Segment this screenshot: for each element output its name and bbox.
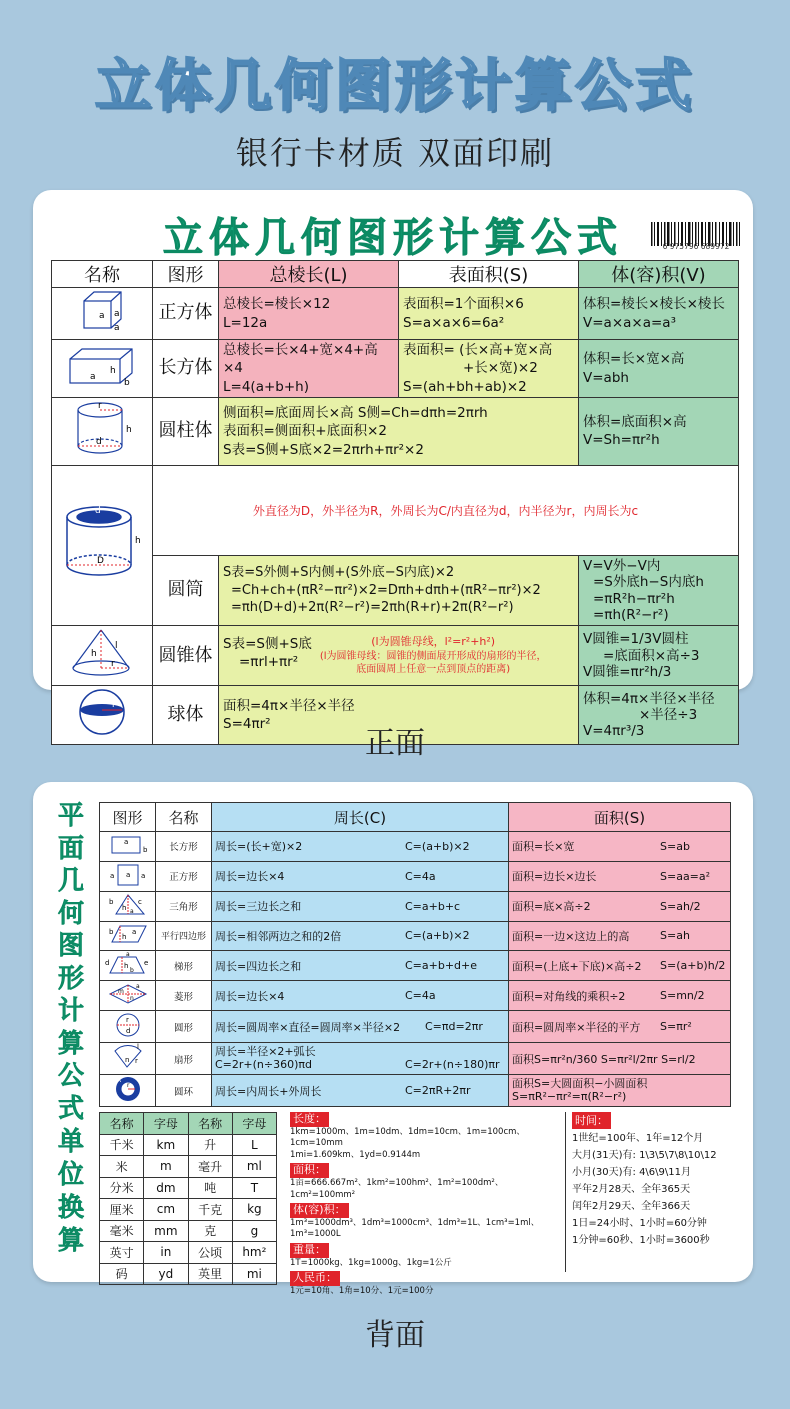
unit-cell: m [144, 1156, 188, 1178]
unit-cell: kg [232, 1199, 276, 1221]
rectangle-figure [100, 832, 156, 862]
unit-cell: ml [232, 1156, 276, 1178]
svg-text:a: a [114, 309, 120, 319]
unit-cell: 码 [100, 1263, 144, 1285]
plane-formula-table [99, 802, 731, 1107]
row-annulus [100, 1075, 731, 1107]
unit-cell: 千米 [100, 1134, 144, 1156]
units-head-letter1: 字母 [144, 1113, 188, 1135]
rectangle-perimeter: 周长=(长+宽)×2 C=(a+b)×2 [212, 832, 509, 862]
row-cone [52, 626, 739, 686]
svg-text:a: a [109, 871, 114, 880]
unit-cell: 米 [100, 1156, 144, 1178]
units-row [100, 1242, 277, 1264]
row-rectangle [100, 832, 731, 862]
rmb-text: 1元=10角、1角=10分、1元=100分 [290, 1285, 434, 1296]
svg-text:d: d [95, 505, 101, 516]
back-col-shape: 图形 [100, 803, 156, 832]
row-triangle [100, 891, 731, 921]
svg-text:r: r [126, 1082, 129, 1089]
cube-icon [72, 288, 132, 334]
solid-formula-table [51, 260, 739, 745]
square-icon [106, 862, 150, 888]
unit-cell: 毫升 [188, 1156, 232, 1178]
main-title: 立体几何图形计算公式 [95, 54, 695, 119]
unit-cell: hm² [232, 1242, 276, 1264]
volume-text: 1m³=1000dm³、1dm³=1000cm³、1dm³=1L、1cm³=1ml、 [290, 1217, 540, 1228]
svg-text:a: a [140, 871, 145, 880]
unit-cell: 公顷 [188, 1242, 232, 1264]
weight-tag: 重量： [290, 1243, 329, 1258]
sector-perimeter: 周长=半径×2+弧长 C=2r+(n÷360)πd C=2r+(n÷180)πr [212, 1043, 509, 1075]
row-cube [52, 288, 739, 340]
volume-tag: 体(容)积： [290, 1203, 349, 1218]
cone-area: S表=S侧+S底 =πrl+πr² (l为圆锥母线，l²=r²+h²) (l为圆锥母线：圆锥的侧面展开形成的扇形的半径， 底面圆周上任意一点到顶点的距离) [219, 626, 579, 686]
sphere-area: 面积=4π×半径×半径 S=4πr² [219, 686, 579, 744]
svg-text:a: a [129, 907, 134, 915]
svg-text:b: b [108, 928, 113, 937]
back-header-row [100, 803, 731, 832]
svg-text:l: l [115, 641, 118, 652]
front-label: 正面 [365, 726, 425, 761]
units-head-letter2: 字母 [232, 1113, 276, 1135]
svg-text:a: a [90, 371, 96, 382]
trapezoid-icon [104, 951, 152, 977]
cuboid-icon [66, 343, 138, 389]
length-text: 1km=1000m、1m=10dm、1dm=10cm、1m=100cm、1cm=10mm [290, 1126, 525, 1149]
rhombus-name: 菱形 [156, 981, 212, 1011]
row-rhombus [100, 981, 731, 1011]
back-col-area: 面积(S) [509, 803, 731, 832]
sphere-volume: 体积=4π×半径×半径 ×半径÷3 V=4πr³/3 [579, 686, 739, 744]
conversion-block [290, 1110, 560, 1297]
front-card-title: 立体几何图形计算公式 [163, 215, 623, 261]
svg-text:h: h [121, 933, 126, 942]
cylinder-icon [70, 398, 134, 460]
svg-text:m: m [117, 988, 124, 995]
rectangle-area: 面积=长×宽 S=ab [509, 832, 731, 862]
row-square [100, 861, 731, 891]
time-line: 平年2月28天、全年365天 [572, 1184, 691, 1195]
circle-figure [100, 1011, 156, 1043]
area-tag: 面积： [290, 1163, 329, 1178]
cone-icon [67, 626, 137, 680]
unit-cell: mi [232, 1263, 276, 1285]
sector-area: 面积S=πr²n/360 S=πr²l/2πr S=rl/2 [509, 1043, 731, 1075]
subtitle: 银行卡材质 双面印刷 [235, 134, 555, 172]
svg-text:a: a [123, 837, 128, 846]
square-perimeter: 周长=边长×4 C=4a [212, 861, 509, 891]
svg-text:d: d [104, 959, 109, 967]
unit-cell: 分米 [100, 1177, 144, 1199]
annulus-area: 面积S=大圆面积−小圆面积 S=πR²−πr²=π(R²−r²) [509, 1075, 731, 1107]
svg-text:d: d [96, 436, 102, 447]
time-line: 1日=24小时、1小时=60分钟 [572, 1218, 707, 1229]
cube-figure [52, 288, 153, 340]
row-sector [100, 1043, 731, 1075]
triangle-figure [100, 891, 156, 921]
time-block [572, 1110, 742, 1249]
parallelogram-figure [100, 921, 156, 951]
tube-figure [52, 466, 153, 626]
unit-cell: 毫米 [100, 1220, 144, 1242]
units-table [99, 1112, 277, 1285]
svg-text:n: n [129, 995, 134, 1002]
cube-area: 表面积=1个面积×6 S=a×a×6=6a² [399, 288, 579, 340]
parallelogram-name: 平行四边形 [156, 921, 212, 951]
barcode-number: 6 975796 689972 [662, 242, 730, 251]
row-tube [52, 466, 739, 556]
svg-text:r: r [111, 659, 115, 670]
circle-name: 圆形 [156, 1011, 212, 1043]
svg-text:b: b [142, 845, 147, 854]
time-line: 1分钟=60秒、1小时=3600秒 [572, 1235, 710, 1246]
tube-note: 外直径为D，外半径为R，外周长为C/内直径为d，内半径为r，内周长为c [153, 466, 739, 556]
annulus-figure [100, 1075, 156, 1107]
row-cuboid [52, 340, 739, 398]
svg-text:r: r [98, 400, 102, 411]
circle-icon [113, 1011, 143, 1039]
sector-name: 扇形 [156, 1043, 212, 1075]
svg-text:b: b [129, 967, 134, 974]
svg-text:a: a [114, 323, 120, 333]
svg-text:l: l [136, 1043, 139, 1051]
parallelogram-perimeter: 周长=相邻两边之和的2倍 C=(a+b)×2 [212, 921, 509, 951]
cylinder-volume: 体积=底面积×高 V=Sh=πr²h [579, 397, 739, 465]
row-parallelogram [100, 921, 731, 951]
unit-cell: 升 [188, 1134, 232, 1156]
svg-text:c: c [137, 897, 142, 906]
cylinder-figure [52, 397, 153, 465]
cuboid-figure [52, 340, 153, 398]
units-row [100, 1134, 277, 1156]
col-name: 名称 [52, 261, 153, 288]
cube-name: 正方体 [153, 288, 219, 340]
cone-name: 圆锥体 [153, 626, 219, 686]
unit-cell: 英寸 [100, 1242, 144, 1264]
back-col-name: 名称 [156, 803, 212, 832]
unit-cell: g [232, 1220, 276, 1242]
sector-icon [111, 1043, 145, 1071]
time-line: 大月(31天)有: 1\3\5\7\8\10\12 [572, 1150, 717, 1161]
annulus-icon [113, 1075, 143, 1103]
units-header [100, 1113, 277, 1135]
trapezoid-area: 面积=(上底+下底)×高÷2 S=(a+b)h/2 [509, 951, 731, 981]
back-label: 背面 [365, 1318, 425, 1353]
unit-cell: yd [144, 1263, 188, 1285]
svg-text:h: h [135, 535, 141, 546]
area-text: 1亩=666.667m²、1km²=100hm²、1m²=100dm²、1cm²=100mm² [290, 1178, 504, 1200]
time-tag: 时间： [572, 1112, 611, 1129]
volume-text-2: 1m³=1000L [290, 1229, 341, 1240]
col-edge: 总棱长(L) [219, 261, 399, 288]
svg-text:h: h [91, 649, 97, 660]
svg-text:R: R [116, 1077, 121, 1084]
svg-text:r: r [125, 1016, 129, 1024]
annulus-perimeter: 周长=内周长+外周长 C=2πR+2πr [212, 1075, 509, 1107]
tube-name: 圆筒 [153, 556, 219, 626]
trapezoid-perimeter: 周长=四边长之和 C=a+b+d+e [212, 951, 509, 981]
rhombus-perimeter: 周长=边长×4 C=4a [212, 981, 509, 1011]
rmb-tag: 人民币： [290, 1271, 340, 1286]
cuboid-volume: 体积=长×宽×高 V=abh [579, 340, 739, 398]
divider [565, 1112, 566, 1272]
tube-icon [57, 503, 147, 583]
annulus-name: 圆环 [156, 1075, 212, 1107]
cuboid-name: 长方体 [153, 340, 219, 398]
col-shape: 图形 [153, 261, 219, 288]
length-tag: 长度： [290, 1112, 329, 1127]
cylinder-area: 侧面积=底面周长×高 S侧=Ch=dπh=2πrh 表面积=侧面积+底面积×2 S表=S侧+S底×2=2πrh+πr²×2 [219, 397, 579, 465]
square-name: 正方形 [156, 861, 212, 891]
svg-text:b: b [124, 377, 130, 388]
time-line: 小月(30天)有: 4\6\9\11月 [572, 1167, 691, 1178]
svg-text:r: r [112, 700, 116, 711]
svg-text:D: D [97, 555, 104, 566]
unit-cell: mm [144, 1220, 188, 1242]
rectangle-name: 长方形 [156, 832, 212, 862]
rectangle-icon [106, 833, 150, 857]
svg-text:r: r [134, 1057, 138, 1065]
svg-text:h: h [110, 365, 116, 376]
trapezoid-figure [100, 951, 156, 981]
svg-text:a: a [125, 951, 130, 958]
svg-text:a: a [135, 983, 140, 990]
triangle-perimeter: 周长=三边长之和 C=a+b+c [212, 891, 509, 921]
circle-area: 面积=圆周率×半径的平方 S=πr² [509, 1011, 731, 1043]
svg-text:h: h [126, 424, 132, 435]
rhombus-figure [100, 981, 156, 1011]
parallelogram-icon [106, 922, 150, 946]
units-head-name1: 名称 [100, 1113, 144, 1135]
svg-text:d: d [125, 1027, 130, 1035]
plane-title-vertical: 平 面 几 何 图 形 计 算 公 式 [57, 801, 84, 1124]
time-line: 闰年2月29天、全年366天 [572, 1201, 691, 1212]
row-trapezoid [100, 951, 731, 981]
svg-text:a: a [99, 311, 105, 321]
cube-edge: 总棱长=棱长×12 L=12a [219, 288, 399, 340]
svg-text:a: a [125, 870, 130, 879]
unit-cell: cm [144, 1199, 188, 1221]
length-text-2: 1mi=1.609km、1yd=0.9144m [290, 1149, 421, 1160]
rhombus-icon [106, 981, 150, 1007]
col-area: 表面积(S) [399, 261, 579, 288]
svg-text:n: n [124, 1056, 129, 1064]
svg-text:h: h [121, 903, 126, 912]
row-circle [100, 1011, 731, 1043]
col-volume: 体(容)积(V) [579, 261, 739, 288]
svg-text:e: e [143, 959, 148, 967]
units-row [100, 1156, 277, 1178]
header-row [52, 261, 739, 288]
back-col-perimeter: 周长(C) [212, 803, 509, 832]
unit-cell: km [144, 1134, 188, 1156]
tube-volume: V=V外−V内 =S外底h−S内底h =πR²h−πr²h =πh(R²−r²) [579, 556, 739, 626]
unit-cell: in [144, 1242, 188, 1264]
weight-text: 1T=1000kg、1kg=1000g、1kg=1公斤 [290, 1257, 452, 1268]
unit-cell: 厘米 [100, 1199, 144, 1221]
square-area: 面积=边长×边长 S=aa=a² [509, 861, 731, 891]
triangle-name: 三角形 [156, 891, 212, 921]
cuboid-edge: 总棱长=长×4+宽×4+高×4 L=4(a+b+h) [219, 340, 399, 398]
svg-text:b: b [108, 897, 113, 906]
unit-cell: dm [144, 1177, 188, 1199]
svg-text:h: h [123, 962, 128, 970]
triangle-area: 面积=底×高÷2 S=ah/2 [509, 891, 731, 921]
unit-cell: 克 [188, 1220, 232, 1242]
cylinder-name: 圆柱体 [153, 397, 219, 465]
circle-perimeter: 周长=圆周率×直径=圆周率×半径×2 C=πd=2πr [212, 1011, 509, 1043]
unit-cell: 英里 [188, 1263, 232, 1285]
trapezoid-name: 梯形 [156, 951, 212, 981]
unit-cell: 千克 [188, 1199, 232, 1221]
cone-volume: V圆锥=1/3V圆柱 =底面积×高÷3 V圆锥=πr²h/3 [579, 626, 739, 686]
rhombus-area: 面积=对角线的乘积÷2 S=mn/2 [509, 981, 731, 1011]
row-tube-body [52, 556, 739, 626]
tube-area: S表=S外侧+S内侧+(S外底−S内底)×2 =Ch+ch+(πR²−πr²)×2=Dπh+dπh+(πR²−πr²)×2 =πh(D+d)+2π(R²−r²)=2πh(R+r)+2π(R²−r²) [219, 556, 579, 626]
time-line: 1世纪=100年、1年=12个月 [572, 1133, 704, 1144]
cuboid-area: 表面积= (长×高+宽×高 +长×宽)×2 S=(ah+bh+ab)×2 [399, 340, 579, 398]
units-row [100, 1177, 277, 1199]
triangle-icon [106, 892, 150, 918]
sphere-name: 球体 [153, 686, 219, 744]
cube-volume: 体积=棱长×棱长×棱长 V=a×a×a=a³ [579, 288, 739, 340]
units-title-vertical: 单 位 换 算 [57, 1127, 84, 1256]
units-head-name2: 名称 [188, 1113, 232, 1135]
cone-figure [52, 626, 153, 686]
parallelogram-area: 面积=一边×这边上的高 S=ah [509, 921, 731, 951]
units-row [100, 1220, 277, 1242]
units-row [100, 1199, 277, 1221]
unit-cell: L [232, 1134, 276, 1156]
svg-text:a: a [131, 928, 136, 937]
square-figure [100, 861, 156, 891]
sector-figure [100, 1043, 156, 1075]
row-cylinder [52, 397, 739, 465]
unit-cell: T [232, 1177, 276, 1199]
unit-cell: 吨 [188, 1177, 232, 1199]
units-row [100, 1263, 277, 1285]
